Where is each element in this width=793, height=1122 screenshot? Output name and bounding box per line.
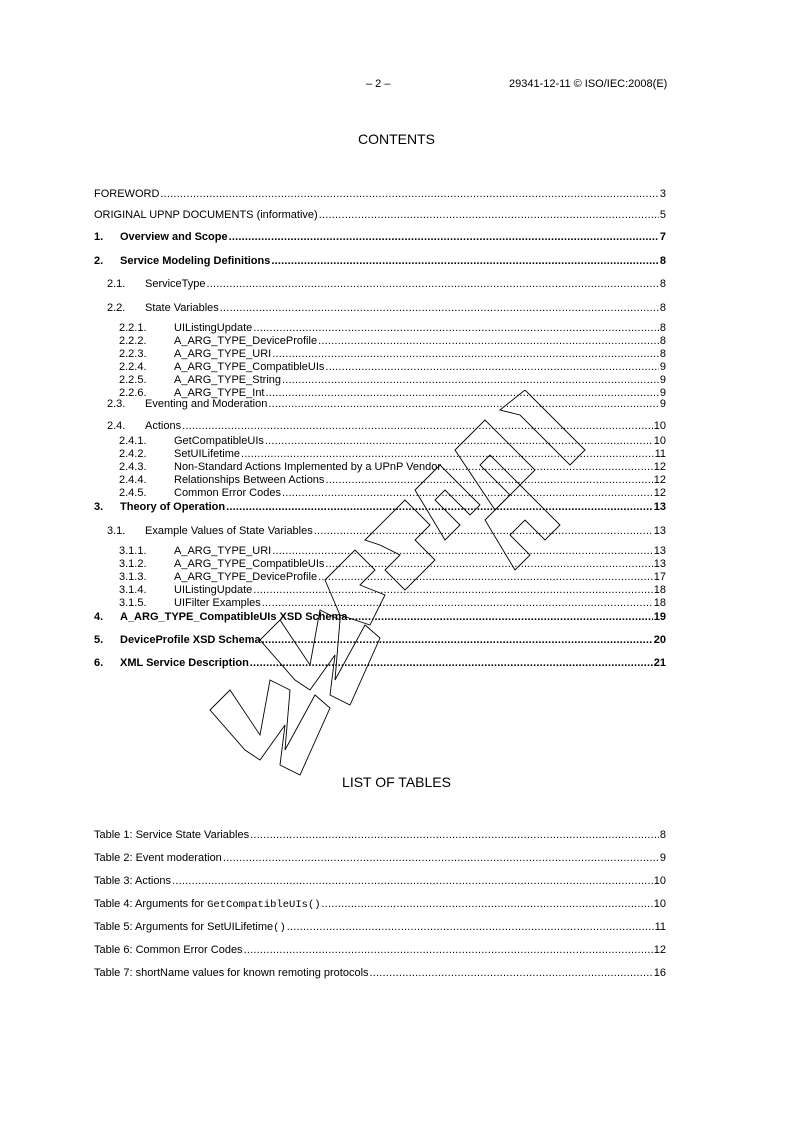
toc-entry-number: 2.2.3.	[119, 348, 147, 360]
toc-entry-page: 20	[653, 634, 666, 646]
toc-leader-dots	[241, 447, 654, 461]
toc-entry-page: 18	[653, 597, 666, 609]
toc-leader-dots	[319, 208, 659, 222]
toc-entry-title: Example Values of State Variables	[145, 525, 313, 537]
toc-entry-title: A_ARG_TYPE_URI	[174, 348, 272, 360]
toc-entry-page: 8	[659, 348, 666, 360]
toc-entry	[94, 187, 666, 201]
toc-entry-page: 11	[654, 448, 666, 460]
toc-entry-title: A_ARG_TYPE_DeviceProfile	[174, 335, 318, 347]
toc-entry	[94, 347, 666, 361]
toc-entry-page: 19	[653, 611, 666, 623]
toc-leader-dots	[318, 570, 653, 584]
toc-leader-dots	[272, 544, 653, 558]
table-entry-code: ()	[273, 922, 286, 934]
table-entry-title	[94, 920, 286, 935]
toc-entry-page: 9	[659, 361, 666, 373]
table-list-entry	[94, 966, 666, 980]
toc-entry-page: 3	[659, 188, 666, 200]
toc-leader-dots	[250, 828, 659, 842]
toc-entry-title: A_ARG_TYPE_String	[174, 374, 281, 386]
toc-leader-dots	[282, 486, 653, 500]
toc-entry-title: Eventing and Moderation	[145, 398, 268, 410]
toc-entry-page: 8	[659, 322, 666, 334]
toc-entry-page: 8	[659, 255, 666, 267]
toc-entry-page: 8	[659, 302, 666, 314]
toc-leader-dots	[442, 460, 653, 474]
toc-entry-number: 3.1.3.	[119, 571, 147, 583]
table-list-entry	[94, 920, 666, 934]
toc-entry-number: 2.2.2.	[119, 335, 147, 347]
table-entry-title	[94, 897, 321, 912]
toc-entry-title: XML Service Description	[120, 657, 249, 669]
table-entry-page: 9	[659, 852, 666, 864]
toc-entry	[94, 373, 666, 387]
toc-entry-title: A_ARG_TYPE_URI	[174, 545, 272, 557]
toc-entry	[94, 570, 666, 584]
toc-entry-number: 3.1.1.	[119, 545, 147, 557]
toc-entry-page: 12	[653, 487, 666, 499]
toc-entry-title: A_ARG_TYPE_CompatibleUIs	[174, 361, 325, 373]
toc-entry-page: 9	[659, 374, 666, 386]
toc-entry-page: 9	[659, 398, 666, 410]
table-entry-page: 11	[654, 921, 666, 933]
table-list-entry	[94, 897, 666, 911]
toc-entry	[94, 486, 666, 500]
toc-entry-number: 3.1.5.	[119, 597, 147, 609]
toc-leader-dots	[253, 583, 652, 597]
toc-entry-page: 13	[653, 501, 666, 513]
toc-entry-number: 2.4.3.	[119, 461, 147, 473]
toc-entry	[94, 473, 666, 487]
toc-leader-dots	[250, 656, 653, 670]
toc-entry-page: 21	[653, 657, 666, 669]
toc-entry	[94, 334, 666, 348]
toc-entry-title: A_ARG_TYPE_DeviceProfile	[174, 571, 318, 583]
table-list-entry	[94, 874, 666, 888]
toc-entry	[94, 397, 666, 411]
page-number: – 2 –	[366, 78, 391, 90]
toc-entry-title: ServiceType	[145, 278, 206, 290]
toc-leader-dots	[272, 347, 659, 361]
toc-leader-dots	[160, 187, 658, 201]
toc-leader-dots	[325, 360, 658, 374]
table-entry-title-text: Table 4: Arguments for	[94, 898, 208, 910]
toc-entry-page: 9	[659, 387, 666, 399]
toc-entry-title: ORIGINAL UPNP DOCUMENTS (informative)	[94, 209, 318, 221]
toc-entry-number: 2.2.1.	[119, 322, 147, 334]
toc-entry	[94, 656, 666, 670]
toc-entry-number: 2.4.2.	[119, 448, 147, 460]
toc-leader-dots	[223, 851, 659, 865]
toc-entry-title: Non-Standard Actions Implemented by a UPnP Vendor	[174, 461, 442, 473]
toc-entry-number: 2.4.5.	[119, 487, 147, 499]
toc-entry-number: 2.3.	[107, 398, 126, 410]
toc-entry	[94, 500, 666, 514]
toc-leader-dots	[287, 920, 654, 934]
toc-leader-dots	[253, 321, 659, 335]
table-list-entry	[94, 828, 666, 842]
table-list-entry	[94, 851, 666, 865]
toc-entry-title: SetUILifetime	[174, 448, 241, 460]
toc-entry-title: Overview and Scope	[120, 231, 228, 243]
list-of-tables-heading: LIST OF TABLES	[342, 774, 451, 790]
toc-leader-dots	[268, 397, 659, 411]
toc-entry-number: 1.	[94, 231, 104, 243]
table-entry-title-text: Table 3: Actions	[94, 875, 172, 887]
table-entry-page: 10	[653, 898, 666, 910]
toc-entry-title: Theory of Operation	[120, 501, 226, 513]
table-entry-page: 8	[659, 829, 666, 841]
toc-entry-page: 8	[659, 278, 666, 290]
toc-leader-dots	[370, 966, 653, 980]
toc-entry-number: 2.4.4.	[119, 474, 147, 486]
toc-entry-number: 3.1.	[107, 525, 126, 537]
toc-entry-number: 3.	[94, 501, 104, 513]
toc-entry-page: 13	[653, 558, 666, 570]
toc-entry	[94, 434, 666, 448]
toc-entry-title: State Variables	[145, 302, 219, 314]
toc-entry	[94, 230, 666, 244]
toc-entry-page: 10	[653, 420, 666, 432]
table-entry-title	[94, 943, 243, 957]
toc-leader-dots	[318, 334, 659, 348]
toc-entry-title: Service Modeling Definitions	[120, 255, 271, 267]
toc-entry	[94, 254, 666, 268]
toc-entry-page: 8	[659, 335, 666, 347]
table-entry-title-text: Table 5: Arguments for SetUILifetime	[94, 921, 274, 933]
table-entry-title	[94, 874, 171, 888]
table-entry-title	[94, 828, 249, 842]
contents-heading: CONTENTS	[358, 131, 435, 147]
toc-leader-dots	[172, 874, 653, 888]
toc-leader-dots	[220, 301, 659, 315]
toc-leader-dots	[348, 610, 652, 624]
toc-entry-number: 2.2.6.	[119, 387, 147, 399]
toc-leader-dots	[322, 897, 653, 911]
toc-entry-title: UIListingUpdate	[174, 584, 253, 596]
toc-entry-number: 6.	[94, 657, 104, 669]
table-entry-title-text: Table 7: shortName values for known remoting protocols	[94, 967, 369, 979]
toc-entry-title: A_ARG_TYPE_CompatibleUIs XSD Schema	[120, 611, 348, 623]
toc-entry-title: FOREWORD	[94, 188, 160, 200]
toc-leader-dots	[207, 277, 659, 291]
toc-entry-number: 2.1.	[107, 278, 126, 290]
toc-entry-number: 2.2.4.	[119, 361, 147, 373]
toc-entry-number: 2.2.	[107, 302, 126, 314]
toc-entry-title: A_ARG_TYPE_Int	[174, 387, 265, 399]
toc-entry-number: 3.1.4.	[119, 584, 147, 596]
toc-entry-number: 2.4.1.	[119, 435, 147, 447]
toc-entry-number: 4.	[94, 611, 104, 623]
toc-entry	[94, 583, 666, 597]
table-entry-page: 10	[653, 875, 666, 887]
toc-entry-page: 7	[659, 231, 666, 243]
toc-entry-number: 2.2.5.	[119, 374, 147, 386]
toc-entry-page: 12	[653, 461, 666, 473]
toc-entry	[94, 419, 666, 433]
table-entry-title	[94, 851, 222, 865]
document-reference: 29341-12-11 © ISO/IEC:2008(E)	[509, 78, 668, 90]
toc-entry	[94, 633, 666, 647]
toc-entry-page: 5	[659, 209, 666, 221]
table-entry-code: GetCompatibleUIs()	[207, 899, 321, 911]
toc-entry-page: 17	[653, 571, 666, 583]
table-entry-title	[94, 966, 369, 980]
toc-leader-dots	[262, 596, 653, 610]
toc-leader-dots	[182, 419, 653, 433]
toc-entry	[94, 208, 666, 222]
table-entry-title-text: Table 2: Event moderation	[94, 852, 222, 864]
toc-entry	[94, 277, 666, 291]
toc-entry	[94, 524, 666, 538]
toc-entry	[94, 460, 666, 474]
toc-entry	[94, 557, 666, 571]
toc-entry-title: UIFilter Examples	[174, 597, 261, 609]
toc-entry-page: 13	[653, 525, 666, 537]
toc-leader-dots	[314, 524, 653, 538]
toc-entry-number: 2.	[94, 255, 104, 267]
toc-leader-dots	[229, 230, 659, 244]
toc-entry-title: GetCompatibleUIs	[174, 435, 264, 447]
toc-entry-page: 10	[653, 435, 666, 447]
table-entry-page: 12	[653, 944, 666, 956]
toc-entry-number: 3.1.2.	[119, 558, 147, 570]
toc-entry-page: 13	[653, 545, 666, 557]
table-entry-title-text: Table 6: Common Error Codes	[94, 944, 243, 956]
toc-leader-dots	[244, 943, 653, 957]
toc-entry	[94, 596, 666, 610]
toc-entry	[94, 447, 666, 461]
toc-entry-title: Common Error Codes	[174, 487, 281, 499]
toc-entry-title: Actions	[145, 420, 182, 432]
page-header	[0, 78, 793, 94]
toc-entry	[94, 544, 666, 558]
table-entry-page: 16	[653, 967, 666, 979]
toc-entry-title: DeviceProfile XSD Schema	[120, 634, 261, 646]
toc-entry-title: A_ARG_TYPE_CompatibleUIs	[174, 558, 325, 570]
toc-entry-page: 12	[653, 474, 666, 486]
toc-entry-page: 18	[653, 584, 666, 596]
toc-entry	[94, 360, 666, 374]
toc-leader-dots	[271, 254, 659, 268]
toc-entry-number: 5.	[94, 634, 104, 646]
toc-entry-number: 2.4.	[107, 420, 126, 432]
table-list-entry	[94, 943, 666, 957]
toc-leader-dots	[325, 473, 652, 487]
table-entry-title-text: Table 1: Service State Variables	[94, 829, 250, 841]
toc-leader-dots	[226, 500, 653, 514]
toc-leader-dots	[325, 557, 652, 571]
toc-entry	[94, 610, 666, 624]
toc-leader-dots	[282, 373, 659, 387]
toc-leader-dots	[265, 434, 653, 448]
toc-entry	[94, 321, 666, 335]
toc-entry-title: UIListingUpdate	[174, 322, 253, 334]
toc-leader-dots	[262, 633, 653, 647]
toc-entry	[94, 301, 666, 315]
toc-entry-title: Relationships Between Actions	[174, 474, 325, 486]
